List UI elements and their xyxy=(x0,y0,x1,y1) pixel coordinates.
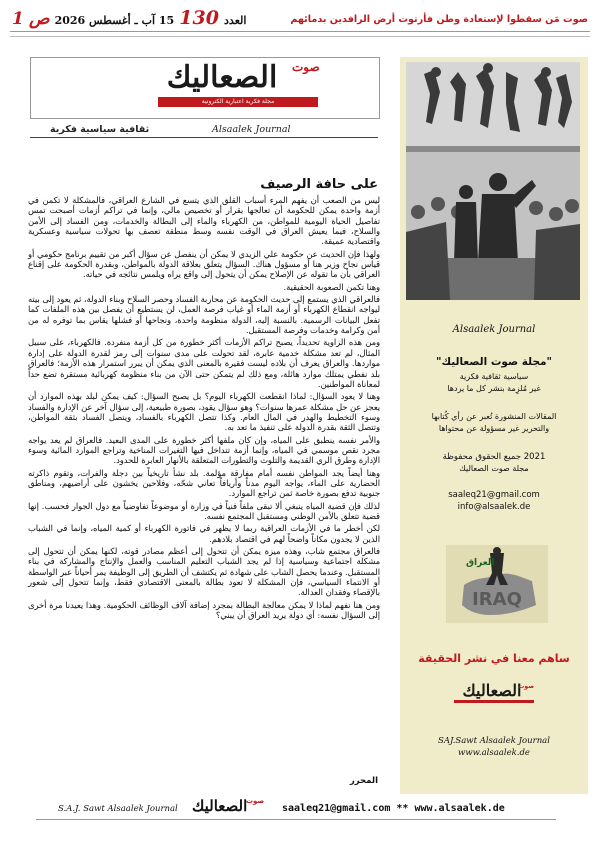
article-paragraph: والأمر نفسه ينطبق على المياه، وإن كان ملفها أكثر خطورة على المدى البعيد. فالعراق لم يعد يواجه مجرد نقص موسمي في المياه، وإنما أزمة تتداخل فيها التغيرات المناخية وتراجع الموارد المائية وسوء الإدارة وطرق الري القديمة والتلوث والتطورات المتعلقة بالأنهار العابرة للحدود. xyxy=(28,434,380,466)
sidebar-logo-text: الصعاليك xyxy=(462,681,522,700)
article-paragraph: لذلك فإن قضية المياه ينبغي ألا تبقى ملفاً فنياً في وزارة أو موضوعاً تفاوضياً مع دول الجوار فحسب. إنها قضية تتعلق بالأمن الوطني ومستقبل المجتمع نفسه. xyxy=(28,500,380,521)
sidebar-journal-latin: Alsaalek Journal xyxy=(452,324,536,335)
sidebar-description-2: غير مُلزِمة بنشر كل ما يردها xyxy=(447,384,541,393)
article-paragraph: وهنا أيضاً يجد المواطن نفسه أمام مفارقة مؤلمة. بلد نشأ تاريخياً بين دجلة والفرات، وتقوم ذاكرته الحضارية على الماء، يواجه اليوم مدناً وأريافاً تعاني شحّه، وفلاحين يخشون على أراضيهم، ومناطق جنوبية تدفع بصورة خاصة ثمن تراجع الموارد. xyxy=(28,467,380,499)
article-paragraph: فالعراق مجتمع شاب، وهذه ميزة يمكن أن تتحول إلى أعظم مصادر قوته، لكنها يمكن أن تتحول إلى مشكلة اجتماعية وسياسية إذا لم يجد الشباب التعليم المناسب والعمل والإنتاج والمشاركة في بناء المستقبل. وعندما يحصل الشاب على شهادة ثم يكتشف أن الطريق إلى الوظيفة يمر أحياناً عبر الواسطة أو الانتماء السياسي، فإن المشكلة لا تعود بطالة بالمعنى الاقتصادي فقط، وإنما تتحول إلى شعور بالإقصاء وفقدان العدالة. xyxy=(28,546,380,598)
sidebar-description: سياسية ثقافية فكرية xyxy=(459,372,529,381)
footer-logo: الصعاليك xyxy=(192,797,248,815)
sidebar-copyright-2: مجلة صوت الصعاليك xyxy=(459,464,529,473)
article-title: على حافة الرصيف xyxy=(260,177,378,192)
masthead-category: ثقافية سياسية فكرية xyxy=(50,124,150,135)
sidebar-email[interactable]: saaleq21@gmail.com xyxy=(448,490,540,500)
iraq-map-image xyxy=(446,545,548,623)
footer-rule xyxy=(36,819,556,820)
article-paragraph: ولهذا فإن الحديث عن حكومة علي الزيدي لا يمكن أن ينفصل عن سؤال أكبر من تقييم برنامج حكومي أو قياس نجاح وزير هنا أو مسؤول هناك. السؤال يتعلق بعلاقة الدولة بالمواطن، وبقدرة الحكومة على إقناع العراقي بأن ما تقوله عن الإصلاح يمكن أن يتحول إلى واقع يراه ويلمس نتائجه في حياته. xyxy=(28,248,380,280)
sidebar-disclaimer: المقالات المنشورة تُعبر عن رأي كُتابها xyxy=(431,412,557,421)
article-paragraph: ليس من الصعب أن يفهم المرء أسباب القلق الذي يتسع في الشارع العراقي، فالمشكلة لا تكمن في أزمة واحدة يمكن للحكومة أن تعالجها بقرار أو تخصيص مالي، وإنما في تراكم أزمات أصبحت تمس تفاصيل الحياة اليومية للمواطن، من الكهرباء والماء إلى البطالة والخدمات، ومن الفساد إلى الأمن والسلاح، فيما يعيش العراق في الوقت نفسه وسط منطقة تعصف بها تحولات سياسية وعسكرية واقتصادية عميقة. xyxy=(28,195,380,247)
footer-logo-prefix: صوت xyxy=(246,797,265,805)
article-paragraph: ومن هنا نفهم لماذا لا يمكن معالجة البطالة بمجرد إضافة آلاف الوظائف الحكومية. وهذا يعيدنا مرة أخرى إلى السؤال نفسه: أي دولة يريد العراق أن يبني؟ xyxy=(28,599,380,621)
masthead-logo: الصعاليك xyxy=(166,60,278,95)
sidebar-magazine-name: "مجلة صوت الصعاليك" xyxy=(435,356,553,368)
article-paragraph: ومن هذه الزاوية تحديداً، يصبح تراكم الأزمات أكثر خطورة من كل أزمة منفردة. فالكهرباء، على سبيل المثال، لم تعد مشكلة خدمية عابرة، لقد تحولت على مدى سنوات إلى رمز لقدرة الدولة على إدارة مواردها. والعراق يعرف أن بلاده ليست فقيرة بالمعنى الذي يمكن أن يبرر استمرار هذه الأزمة؛ فالعراق بلد نفطي يمتلك موارد هائلة، ومع ذلك لم يتمكن حتى الآن من بناء منظومة كهربائية مستقرة تضع حداً لمعاناة المواطنين. xyxy=(28,337,380,389)
header-rule xyxy=(10,31,590,32)
article-paragraph: فالعراقي الذي يستمع إلى حديث الحكومة عن محاربة الفساد وحصر السلاح وبناء الدولة، ثم يعود إلى بيته ليواجه انقطاع الكهرباء أو أزمة الماء أو غياب فرصة العمل، لن يستطيع أن يفصل بين هذه الملفات كما تفعل البيانات الرسمية. بالنسبة إليه، الدولة منظومة واحدة، ونجاحها أو فشلها يقاس بما توفره له من أمن وكرامة وخدمات وفرصة المستقبل. xyxy=(28,294,380,336)
sidebar-signature: SAJ.Sawt Alsaalek Journal xyxy=(438,736,550,746)
article-paragraph: لكن أخطر ما في الأزمات العراقية ربما لا يظهر في فاتورة الكهرباء أو كمية المياه، وإنما في الشباب الذين لا يجدون مكاناً واضحاً لهم في اقتصاد بلادهم. xyxy=(28,523,380,544)
issue-number: 130 xyxy=(179,7,219,29)
hero-photo-illustration xyxy=(406,62,580,300)
iraq-latin-label: IRAQ xyxy=(472,589,522,610)
issue-date: 15 آب ـ أغسطس 2026 xyxy=(54,14,175,27)
article-body xyxy=(28,195,380,622)
sidebar-hero-photo xyxy=(406,62,580,300)
masthead-logo-prefix: صوت xyxy=(292,60,320,74)
sidebar-website[interactable]: www.alsaalek.de xyxy=(458,748,530,758)
issue-label: العدد xyxy=(224,14,247,27)
article-paragraph: وهنا لا يعود السؤال: لماذا انقطعت الكهرباء اليوم؟ بل يصبح السؤال: كيف يمكن لبلد بهذه الموارد أن يعجز عن حل مشكلة عمرها سنوات؟ وهو سؤال يقود، بصورة طبيعية، إلى سؤال آخر عن الإدارة والفساد وسوء التخطيط والهدر في المال العام. وكذا تتصل الكهرباء بالفساد، ويتصل الفساد بثقة المواطن، وتتصل الثقة بقدرة الدولة على تنفيذ ما تعد به. xyxy=(28,391,380,433)
sidebar-slogan: ساهم معنا في نشر الحقيقة xyxy=(418,652,570,665)
masthead-latin-name: Alsaalek Journal xyxy=(212,124,291,135)
page-label: ص xyxy=(28,9,50,29)
header-rule-secondary xyxy=(10,36,590,37)
header-tagline: صوت مَن سقطوا لإستعادة وطن فأرتوت أرض الرافدين بدمائهم xyxy=(290,14,588,25)
sidebar-logo-prefix: صوت xyxy=(518,683,534,690)
sidebar-disclaimer-2: والتحرير غير مسؤولة عن محتواها xyxy=(438,424,550,433)
masthead-rule xyxy=(30,137,378,138)
issue-info xyxy=(12,7,280,29)
sidebar-logo xyxy=(448,676,540,706)
sidebar-logo-mark xyxy=(448,676,540,706)
sidebar-email-2[interactable]: info@alsaalek.de xyxy=(457,502,531,512)
footer-journal-name: S.A.J. Sawt Alsaalek Journal xyxy=(58,804,178,814)
footer-contact[interactable]: saaleq21@gmail.com ** www.alsaalek.de xyxy=(282,803,505,814)
page-number: 1 xyxy=(12,9,24,29)
article-paragraph: وهنا تكمن الصعوبة الحقيقية. xyxy=(283,281,380,292)
iraq-map-illustration xyxy=(446,545,548,623)
iraq-arabic-label: العراق xyxy=(466,558,495,568)
article-signoff: المحرر xyxy=(349,776,378,786)
masthead-subtitle: مجلة فكرية اعتبارية الكترونية xyxy=(201,98,275,105)
sidebar-copyright: 2021 جميع الحقوق محفوظة xyxy=(442,452,546,462)
